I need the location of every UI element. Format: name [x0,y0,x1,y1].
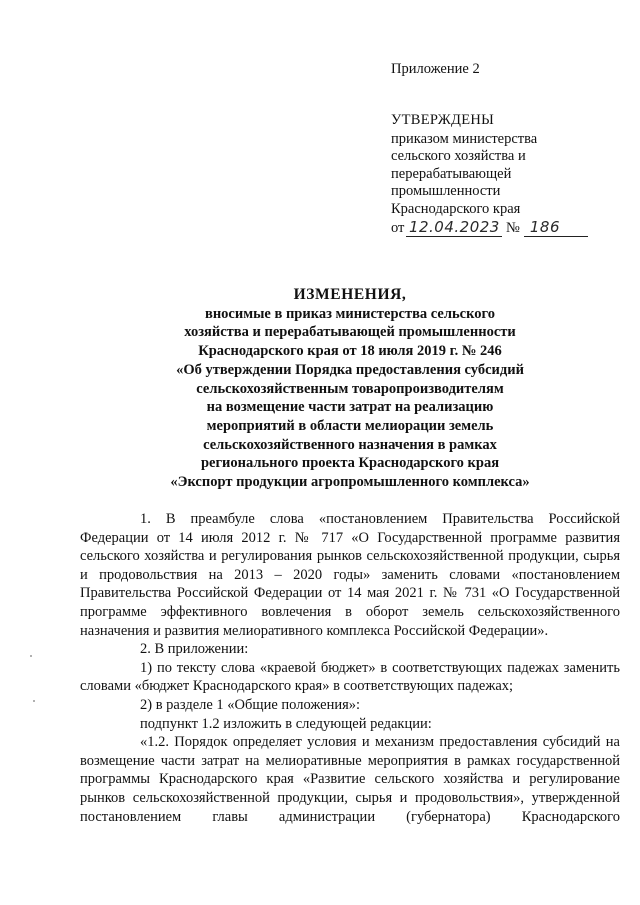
title-line: хозяйства и перерабатывающей промышленности [184,324,516,341]
date-prefix: от [391,219,405,236]
approval-date-row [391,219,591,238]
number-sign: № [506,219,520,236]
title-line: на возмещение части затрат на реализацию [206,399,494,416]
paragraph: 1. В преамбуле слова «постановлением Правительства Российской Федерации от 14 июля 2012 г. № 717 «О Государственной программе развития сельского хозяйства и регулирования рынков сельскохозяйственной продукции, сырья и продовольствия на 2013 – 2020 годы» заменить словами «постановлением Правительства Российской Федерации от 14 мая 2021 г. № 731 «О Государственной программе эффективного вовлечения в оборот земель сельскохозяйственного назначения и развития мелиоративного комплекса Российской Федерации». [80,511,620,639]
title-line: регионального проекта Краснодарского края [200,455,500,472]
approval-line: сельского хозяйства и [391,148,526,165]
title-line: мероприятий в области мелиорации земель [206,417,494,434]
appendix-label: Приложение 2 [391,61,480,77]
document-body [80,510,620,826]
paragraph: «1.2. Порядок определяет условия и механизм предоставления субсидий на возмещение части затрат на мелиоративные мероприятия в рамках государственной программы Краснодарского края «Развитие сельского хозяйства и регулирование рынков сельскохозяйственной продукции, сырья и продовольствия», утвержденной постановлением главы администрации (губернатора) Краснодарского [80,734,620,825]
title-line: Краснодарского края от 18 июля 2019 г. № 246 [198,343,502,360]
approval-line: Краснодарского края [391,200,521,217]
paragraph: 1) по тексту слова «краевой бюджет» в соответствующих падежах заменить словами «бюджет Краснодарского края» в соответствующих падежах; [80,659,620,695]
paragraph: подпункт 1.2 изложить в следующей редакции: [140,715,432,732]
handwritten-number: 186 [529,217,561,236]
title-line: «Об утверждении Порядка предоставления субсидий [176,361,524,378]
title-main: ИЗМЕНЕНИЯ, [293,286,407,303]
date-field [406,219,502,237]
paragraph: 2) в разделе 1 «Общие положения»: [140,696,361,713]
title-line: вносимые в приказ министерства сельского [205,305,495,322]
document-title [80,286,620,492]
approval-heading: УТВЕРЖДЕНЫ [391,112,495,128]
paragraph: 2. В приложении: [140,641,249,658]
handwritten-date: 12.04.2023 [408,217,500,236]
approval-line: приказом министерства [391,130,538,147]
approval-stamp [391,112,591,237]
approval-line: перерабатывающей [391,165,512,182]
title-line: сельскохозяйственным товаропроизводителям [196,380,504,397]
scan-speck [33,700,35,702]
title-line: сельскохозяйственного назначения в рамках [203,436,497,453]
number-field [524,219,588,237]
title-line: «Экспорт продукции агропромышленного комплекса» [170,474,530,491]
approval-line: промышленности [391,183,501,200]
scan-speck [30,655,32,657]
